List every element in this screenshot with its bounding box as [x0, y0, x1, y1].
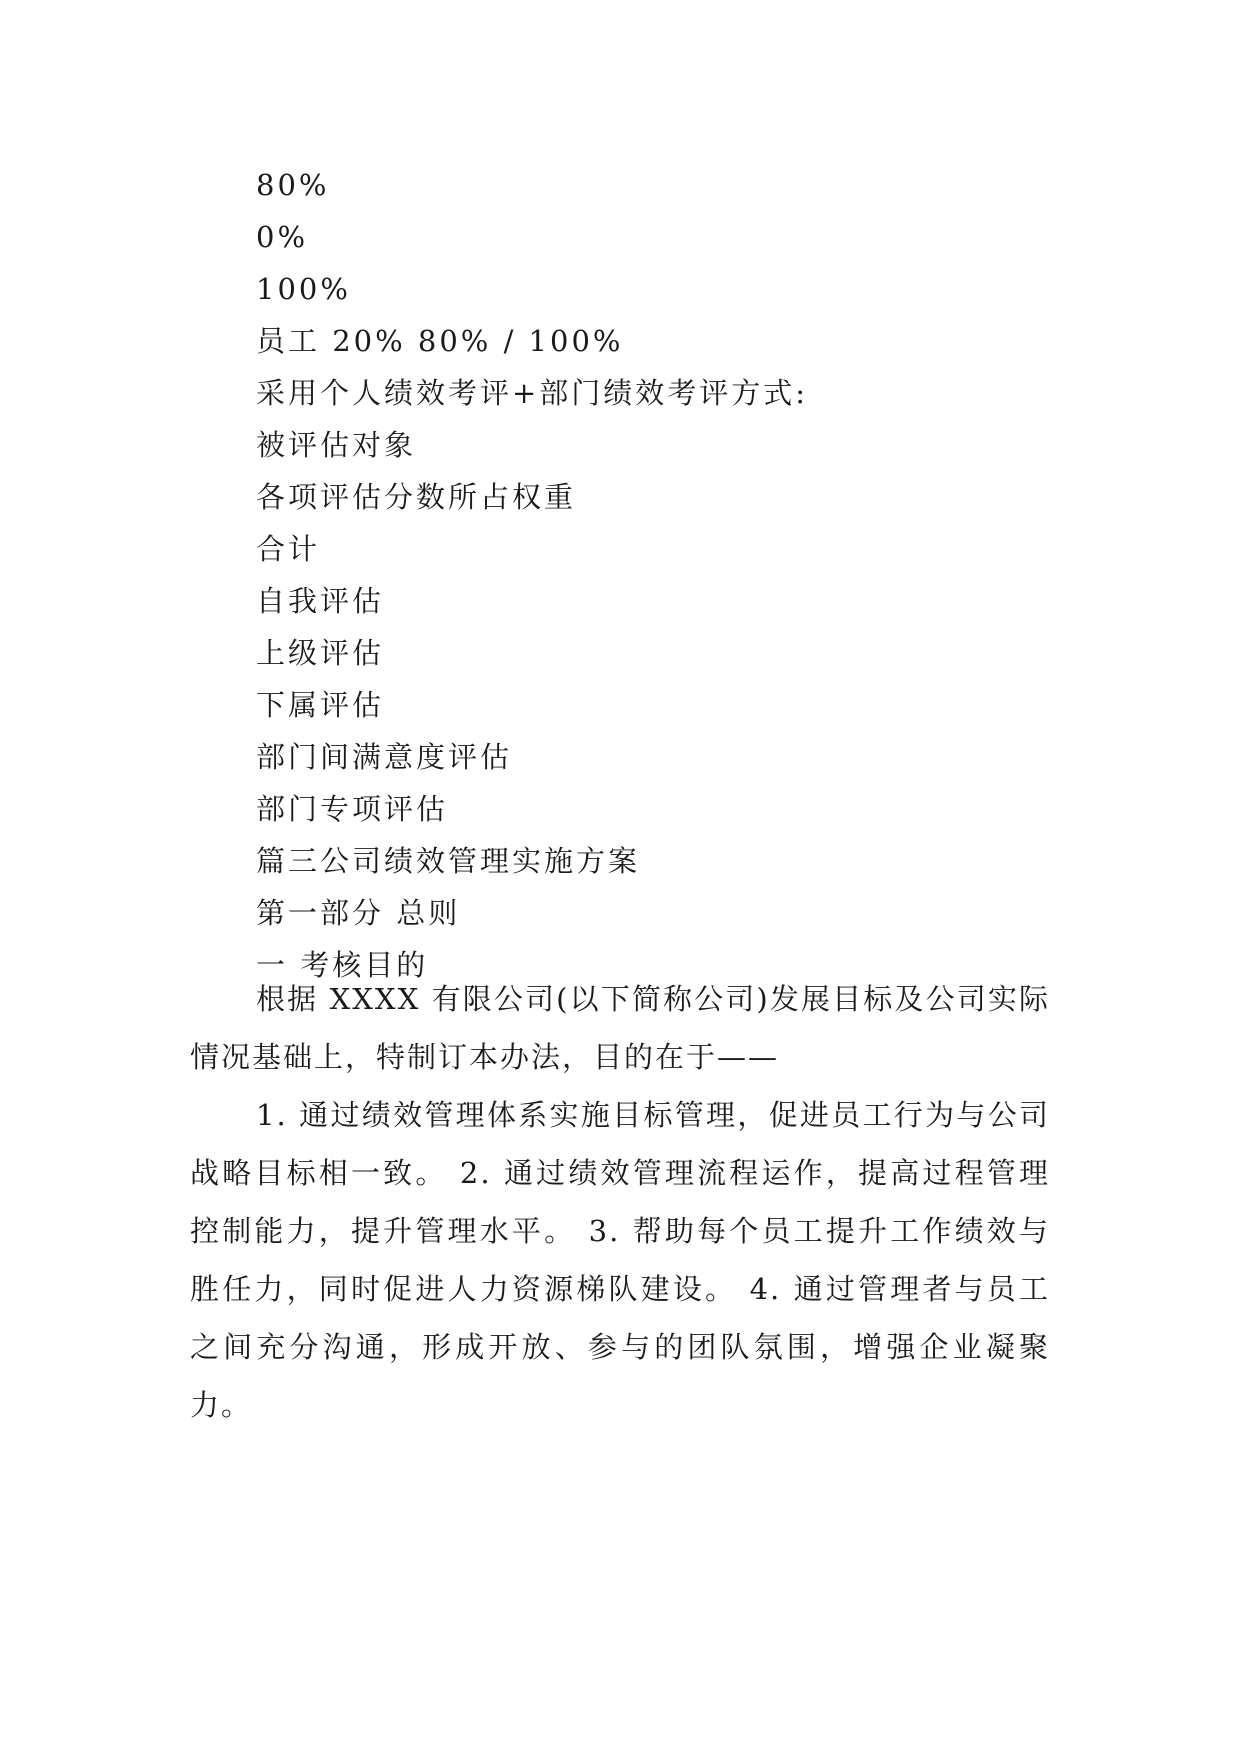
text-line: 自我评估 — [256, 584, 385, 618]
text-line: 各项评估分数所占权重 — [256, 480, 577, 514]
text-line: 80% — [256, 168, 330, 202]
part-heading: 第一部分 总则 — [256, 896, 461, 930]
text-line: 员工 20% 80% / 100% — [256, 324, 624, 358]
text-line: 下属评估 — [256, 688, 385, 722]
purpose-paragraph: 根据 XXXX 有限公司(以下简称公司)发展目标及公司实际情况基础上，特制订本办法，目的在于—— — [190, 982, 1050, 1074]
text-line: 100% — [256, 272, 351, 306]
text-line: 部门专项评估 — [256, 792, 449, 826]
objectives-paragraph: 1. 通过绩效管理体系实施目标管理，促进员工行为与公司战略目标相一致。 2. 通过绩效管理流程运作，提高过程管理控制能力，提升管理水平。 3. 帮助每个员工提升工作绩效与胜任力，同时促进人力资源梯队建设。 4. 通过管理者与员工之间充分沟通，形成开放、参与的团队氛围，增强企业凝聚力。 — [190, 1098, 1050, 1422]
text-line: 上级评估 — [256, 636, 385, 670]
section-title: 篇三公司绩效管理实施方案 — [256, 844, 641, 878]
text-line: 被评估对象 — [256, 428, 417, 462]
text-line: 合计 — [256, 532, 321, 566]
text-line: 部门间满意度评估 — [256, 740, 513, 774]
text-line: 采用个人绩效考评+部门绩效考评方式: — [256, 376, 809, 410]
text-line: 0% — [256, 220, 309, 254]
subsection-heading: 一 考核目的 — [256, 948, 429, 982]
